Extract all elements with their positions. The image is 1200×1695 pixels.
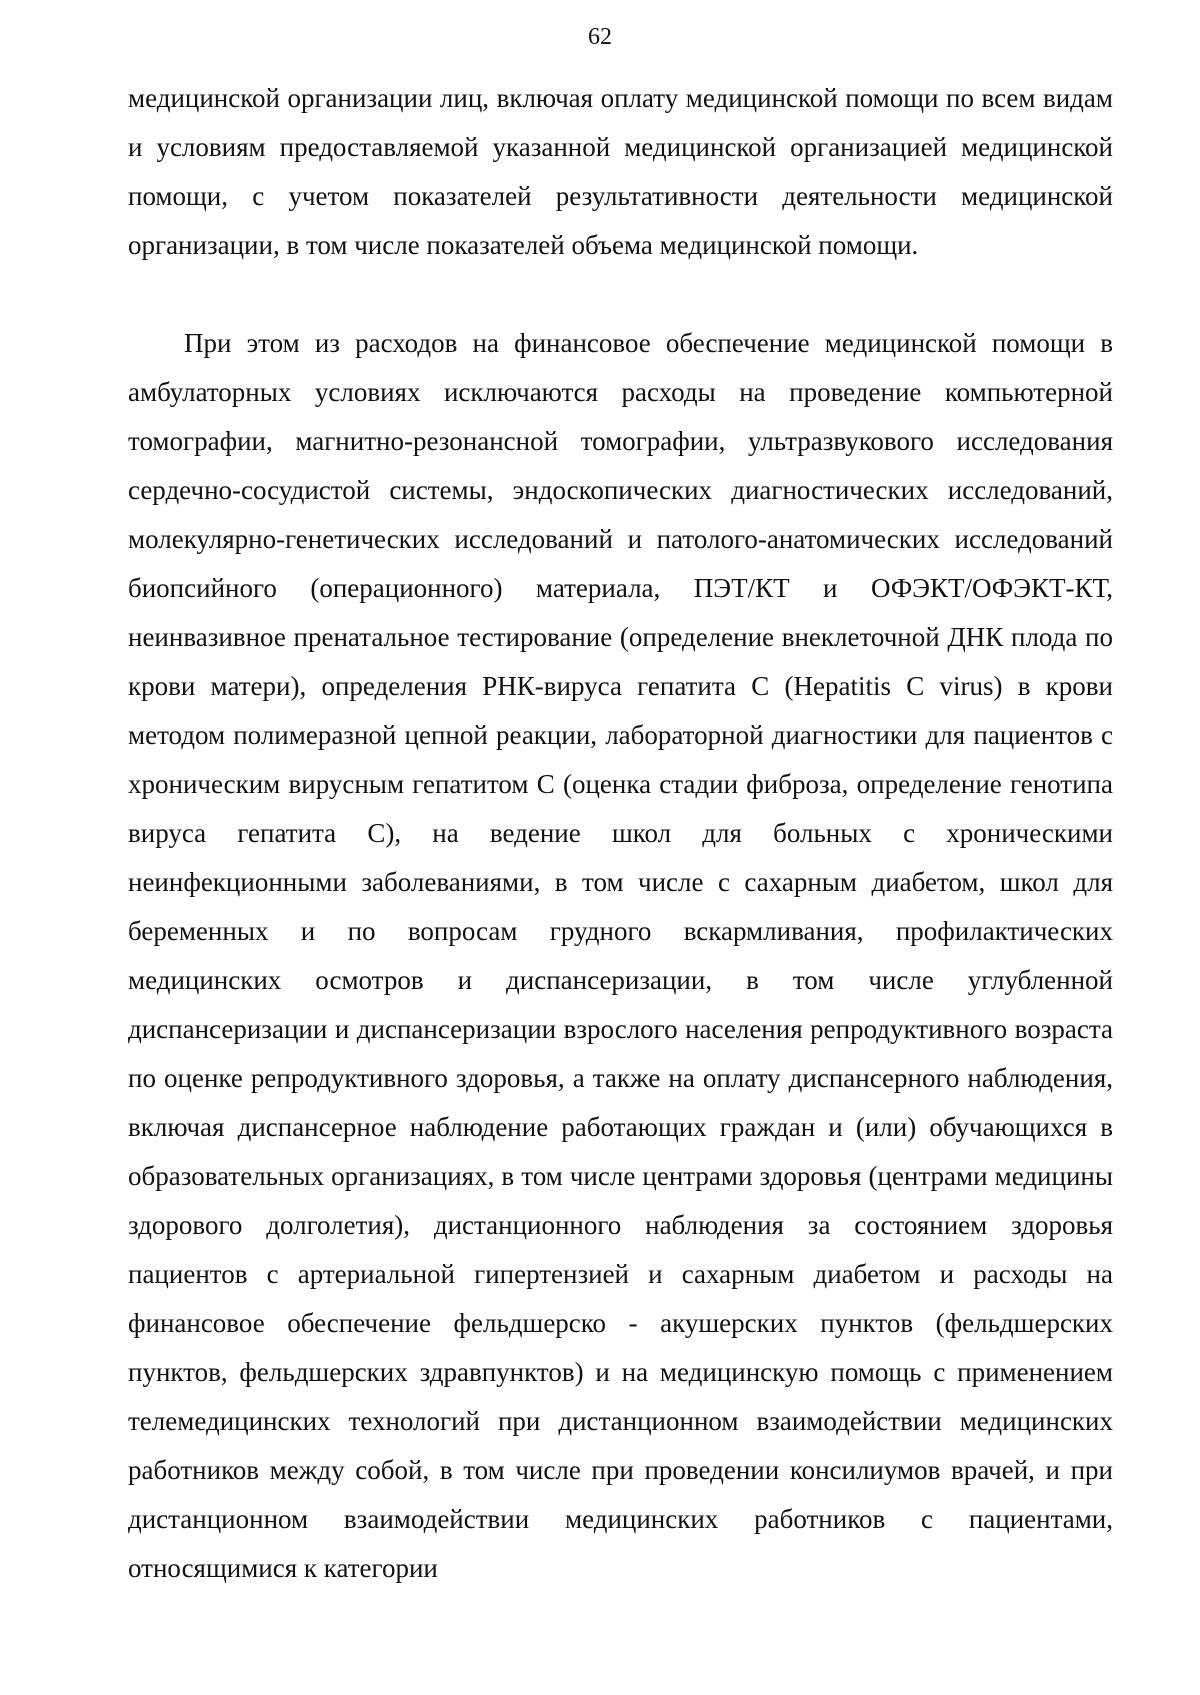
paragraph-text: медицинской организации лиц, включая оплату медицинской помощи по всем видам и условиям предоставляемой указанной медицинской организацией медицинской помощи, с учетом показателей результативности деятельности медицинской организации, в том числе показателей объема медицинской помощи. <box>128 83 1113 260</box>
paragraph-text: При этом из расходов на финансовое обеспечение медицинской помощи в амбулаторных условиях исключаются расходы на проведение компьютерной томографии, магнитно-резонансной томографии, ультразвукового исследования сердечно-сосудистой системы, эндоскопических диагностических исследований, молекулярно-генетических исследований и патолого-анатомических исследований биопсийного (операционного) материала, ПЭТ/КТ и ОФЭКТ/ОФЭКТ-КТ, неинвазивное пренатальное тестирование (определение внеклеточной ДНК плода по крови матери), определения РНК-вируса гепатита С (Hepatitis C virus) в крови методом полимеразной цепной реакции, лабораторной диагностики для пациентов с хроническим вирусным гепатитом С (оценка стадии фиброза, определение генотипа вируса гепатита С), на ведение школ для больных с хроническими неинфекционными заболеваниями, в том числе с сахарным диабетом, школ для беременных и по вопросам грудного вскармливания, профилактических медицинских осмотров и диспансеризации, в том числе углубленной диспансеризации и диспансеризации взрослого населения репродуктивного возраста по оценке репродуктивного здоровья, а также на оплату диспансерного наблюдения, включая диспансерное наблюдение работающих граждан и (или) обучающихся в образовательных организациях, в том числе центрами здоровья (центрами медицины здорового долголетия), дистанционного наблюдения за состоянием здоровья пациентов с артериальной гипертензией и сахарным диабетом и расходы на финансовое обеспечение фельдшерско - акушерских пунктов (фельдшерских пунктов, фельдшерских здравпунктов) и на медицинскую помощь с применением телемедицинских технологий при дистанционном взаимодействии медицинских работников между собой, в том числе при проведении консилиумов врачей, и при дистанционном взаимодействии медицинских работников с пациентами, относящимися к категории <box>128 328 1113 1583</box>
paragraph-exclusions <box>128 319 1113 1593</box>
page-number: 62 <box>588 24 612 50</box>
paragraph-continuation <box>128 74 1113 270</box>
